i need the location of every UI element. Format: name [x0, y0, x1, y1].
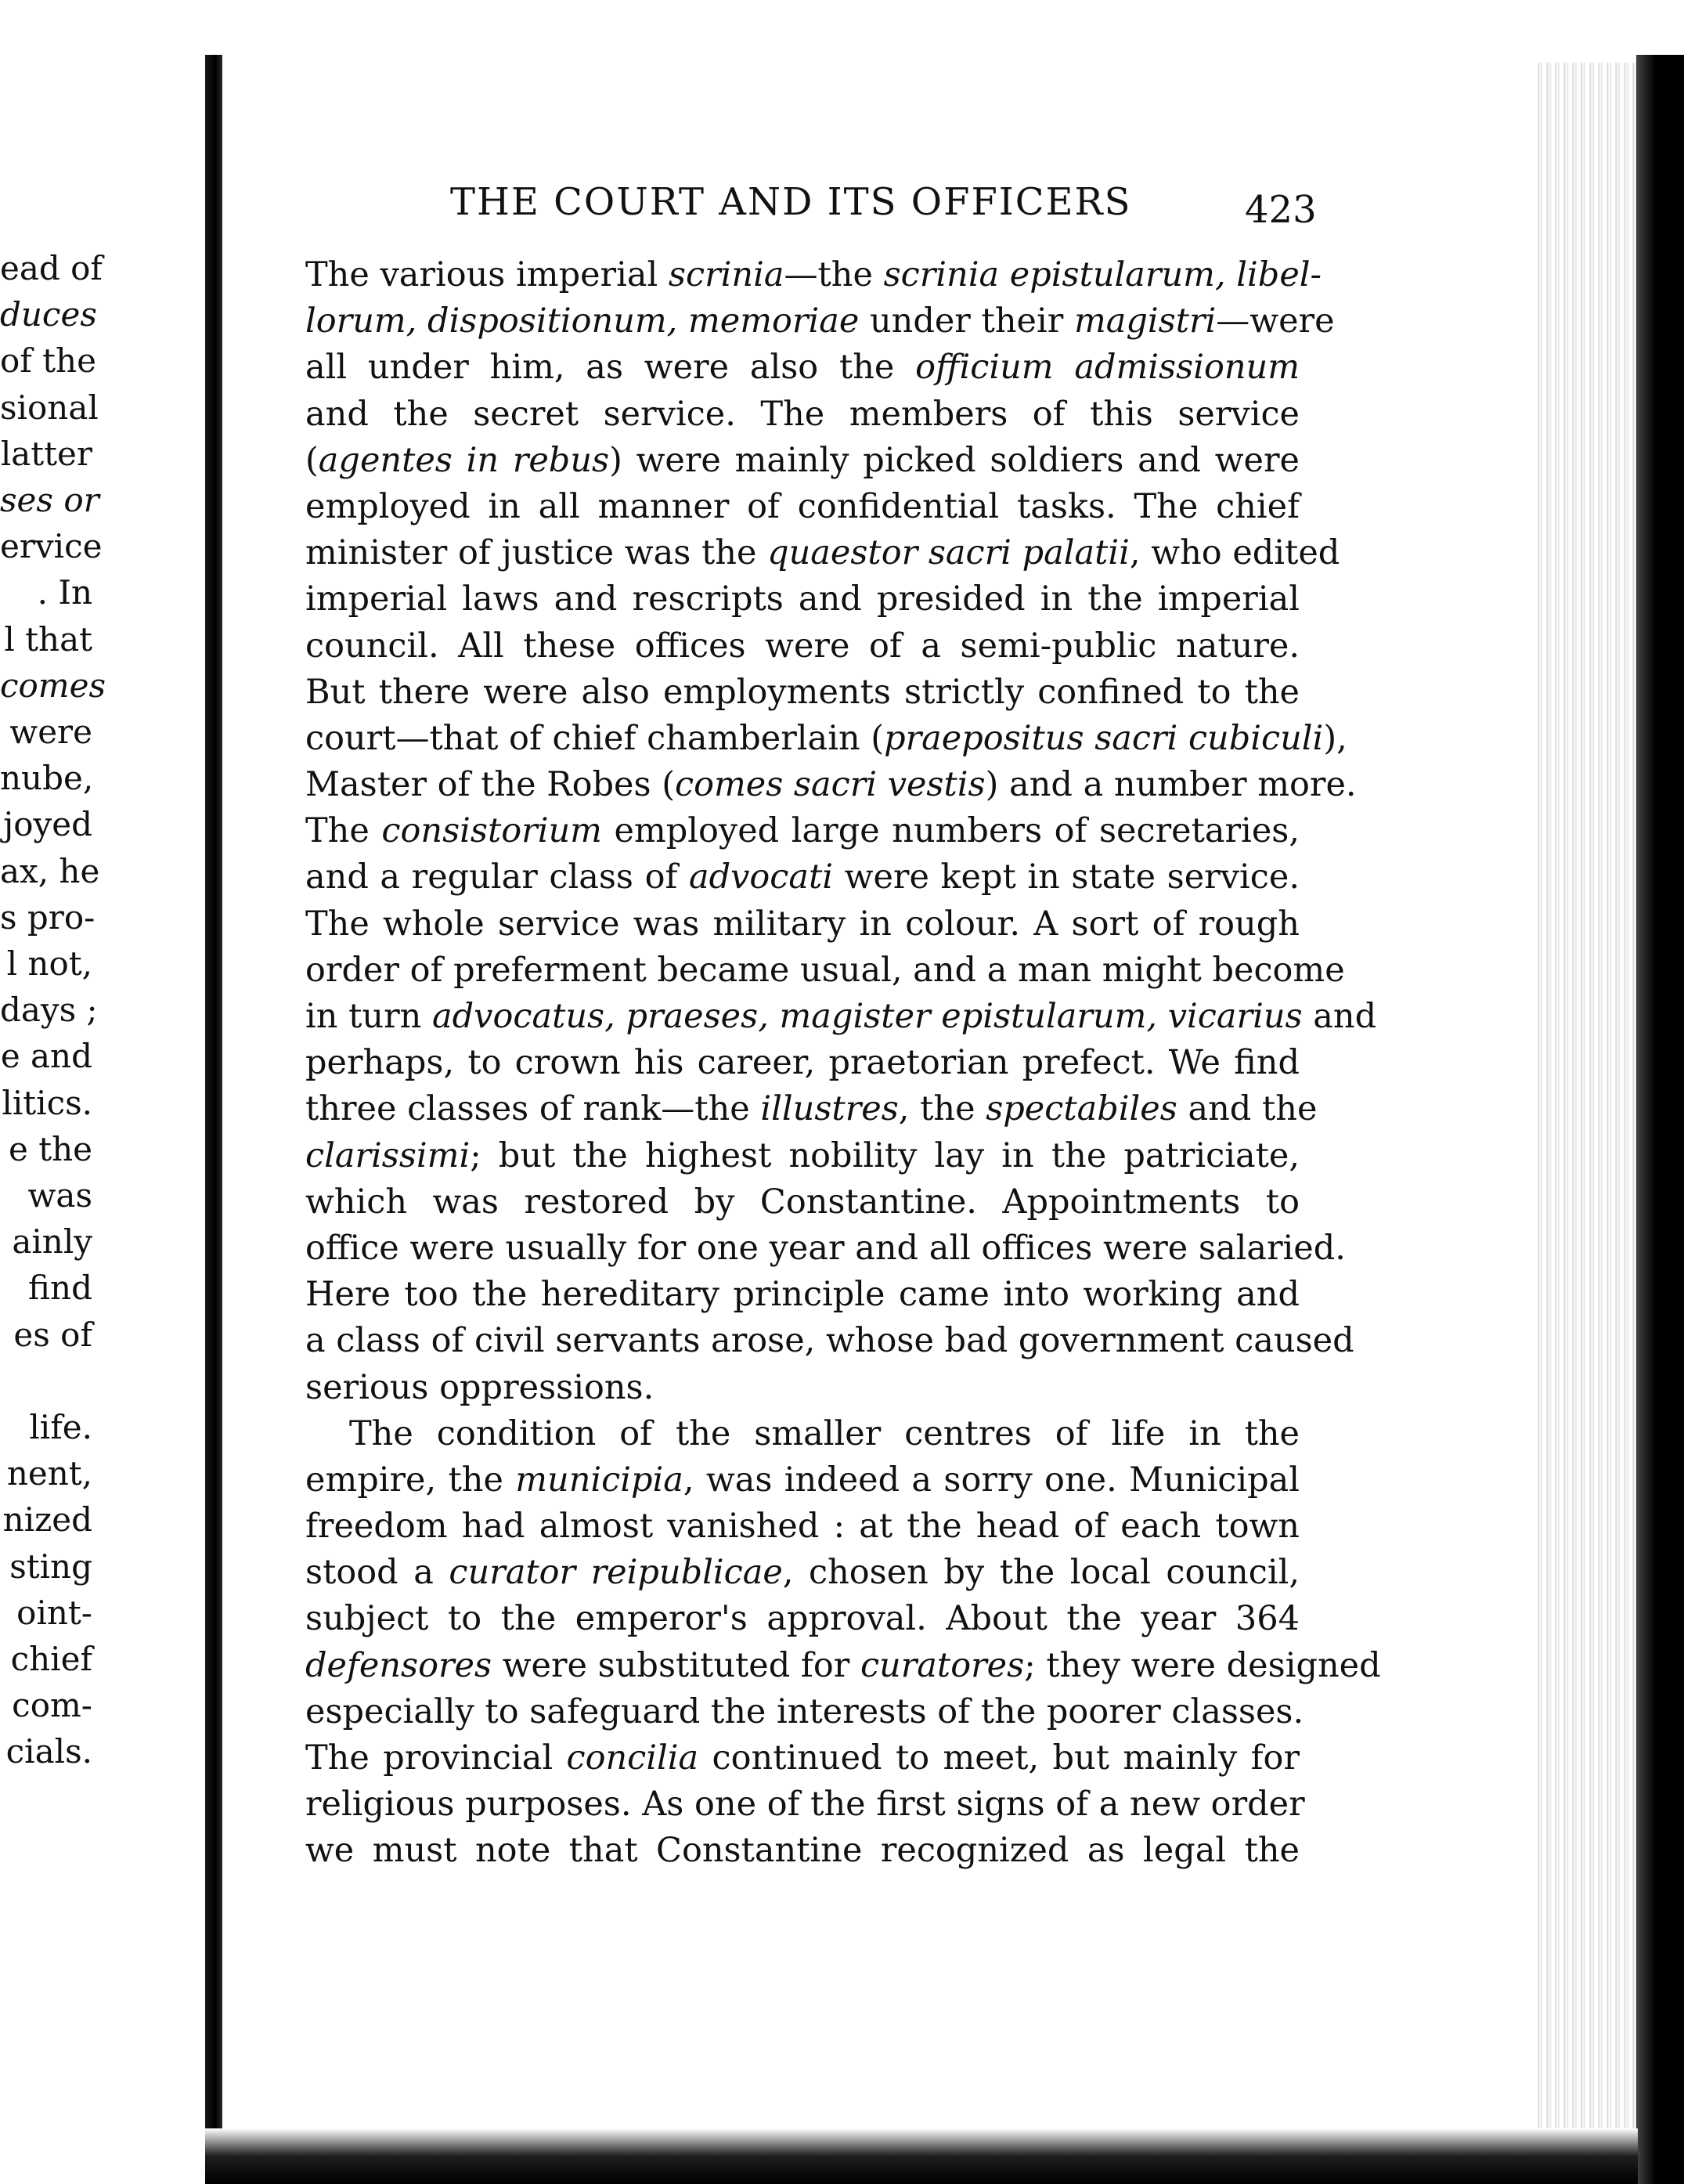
text-line: empire, the municipia, was indeed a sorry one. Municipal [305, 1460, 1300, 1500]
left-page-line: sional [0, 388, 99, 427]
body-text [305, 252, 1381, 1875]
text-line: we must note that Constantine recognized as legal the [305, 1831, 1300, 1871]
top-margin [205, 0, 1567, 55]
text-line: imperial laws and rescripts and presided in the imperial [305, 579, 1300, 619]
left-page-fragment [0, 0, 204, 2184]
text-line: council. All these offices were of a semi-public nature. [305, 626, 1300, 666]
text-line: a class of civil servants arose, whose bad government caused [305, 1321, 1354, 1361]
page-number: 423 [1245, 188, 1317, 232]
text-line: employed in all manner of confidential tasks. The chief [305, 486, 1300, 526]
text-line: office were usually for one year and all offices were salaried. [305, 1228, 1346, 1268]
bottom-edge-shadow [205, 2128, 1638, 2184]
left-page-line: litics. [2, 1083, 92, 1122]
left-page-line: com- [12, 1686, 92, 1725]
text-line: (agentes in rebus) were mainly picked soldiers and were [305, 440, 1300, 480]
text-line: stood a curator reipublicae, chosen by the local council, [305, 1553, 1300, 1593]
left-page-line: comes [0, 666, 106, 705]
left-page-line: sting [9, 1547, 92, 1586]
text-line: The various imperial scrinia—the scrinia epistularum, libel- [305, 255, 1322, 294]
text-line: The condition of the smaller centres of life in the [349, 1413, 1300, 1453]
left-page-line: latter [0, 434, 92, 473]
left-page-line: e and [0, 1037, 92, 1076]
text-line: serious oppressions. [305, 1367, 654, 1407]
left-page-line: es of [13, 1315, 92, 1354]
text-line: religious purposes. As one of the first signs of a new order [305, 1785, 1305, 1825]
left-page-line: ax, he [0, 851, 100, 890]
text-line: perhaps, to crown his career, praetorian prefect. We find [305, 1043, 1300, 1083]
left-page-line: life. [29, 1408, 92, 1446]
left-page-line: duces [0, 295, 97, 334]
left-page-line: . In [37, 573, 92, 612]
text-line: which was restored by Constantine. Appointments to [305, 1182, 1300, 1222]
text-line: lorum, dispositionum, memoriae under their magistri—were [305, 301, 1335, 341]
text-line: subject to the emperor's approval. About the year 364 [305, 1599, 1300, 1639]
text-line: especially to safeguard the interests of the poorer classes. [305, 1691, 1304, 1731]
left-page-line: nube, [0, 759, 94, 798]
left-page-line: days ; [0, 991, 98, 1030]
text-line: and the secret service. The members of this service [305, 394, 1300, 434]
text-line: The provincial concilia continued to meet, but mainly for [305, 1738, 1300, 1778]
left-page-line: e the [9, 1129, 92, 1168]
text-line: The whole service was military in colour. A sort of rough [305, 904, 1300, 944]
book-edge-shadow [1636, 55, 1684, 2184]
left-page-line: was [27, 1176, 92, 1215]
text-line: But there were also employments strictly confined to the [305, 672, 1300, 712]
running-head: THE COURT AND ITS OFFICERS [450, 180, 1132, 224]
binding-gutter [205, 55, 222, 2184]
left-page-line: ses or [0, 481, 99, 519]
left-page-line: nent, [6, 1454, 92, 1493]
left-page-line: of the [0, 341, 96, 381]
left-page-line: find [28, 1269, 92, 1308]
text-line: court—that of chief chamberlain (praepositus sacri cubiculi), [305, 718, 1347, 758]
left-page-line: joyed [3, 805, 92, 844]
text-line: defensores were substituted for curatores; they were designed [305, 1645, 1381, 1685]
left-page-line: s pro- [0, 897, 96, 937]
left-page-line: l that [4, 619, 92, 659]
text-line: The consistorium employed large numbers of secretaries, [305, 811, 1300, 851]
text-line: minister of justice was the quaestor sacri palatii, who edited [305, 533, 1340, 573]
text-line: three classes of rank—the illustres, the spectabiles and the [305, 1089, 1318, 1129]
left-page-line: cials. [5, 1732, 92, 1771]
left-page-line: nized [2, 1500, 92, 1540]
text-line: Here too the hereditary principle came into working and [305, 1275, 1300, 1315]
left-page-line: were [9, 713, 92, 751]
text-line: clarissimi; but the highest nobility lay in the patriciate, [305, 1135, 1300, 1175]
left-page-line: chief [10, 1640, 92, 1678]
left-page-line: l not, [6, 944, 92, 983]
text-line: in turn advocatus, praeses, magister epistularum, vicarius and [305, 997, 1377, 1036]
left-page-line: ainly [12, 1222, 92, 1262]
text-line: freedom had almost vanished : at the head of each town [305, 1507, 1300, 1547]
text-line: and a regular class of advocati were kept in state service. [305, 857, 1300, 897]
text-line: all under him, as were also the officium admissionum [305, 348, 1300, 388]
left-page-line: ead of [0, 249, 103, 287]
left-page-line: oint- [16, 1593, 92, 1632]
left-page-line: ervice [0, 527, 103, 566]
text-line: Master of the Robes (comes sacri vestis) and a number more. [305, 765, 1357, 805]
text-line: order of preferment became usual, and a man might become [305, 950, 1345, 990]
